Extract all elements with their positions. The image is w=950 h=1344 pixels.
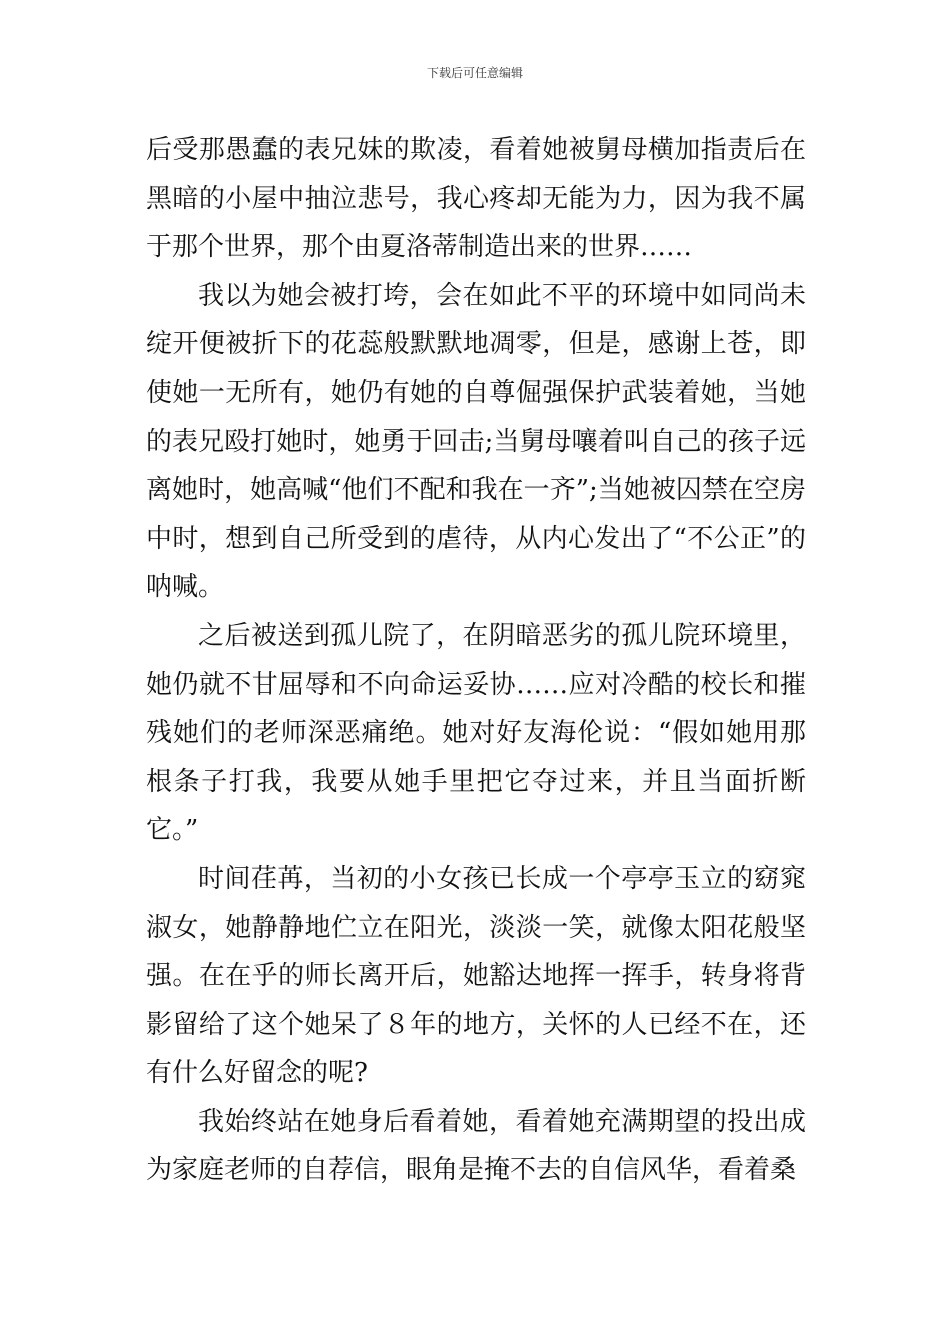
document-body <box>146 126 806 1195</box>
paragraph-4: 时间荏苒，当初的小女孩已长成一个亭亭玉立的窈窕淑女，她静静地伫立在阳光，淡淡一笑，就像太阳花般坚强。在在乎的师长离开后，她豁达地挥一挥手，转身将背影留给了这个她呆了８年的地方，关怀的人已经不在，还有什么好留念的呢? <box>146 863 806 1089</box>
paragraph-1: 后受那愚蠢的表兄妹的欺凌，看着她被舅母横加指责后在黑暗的小屋中抽泣悲号，我心疼却无能为力，因为我不属于那个世界，那个由夏洛蒂制造出来的世界…… <box>146 135 806 263</box>
paragraph-5: 我始终站在她身后看着她，看着她充满期望的投出成为家庭老师的自荐信，眼角是掩不去的自信风华，看着桑 <box>146 1106 806 1186</box>
page-header-note: 下载后可任意编辑 <box>426 66 523 80</box>
paragraph-2: 我以为她会被打垮，会在如此不平的环境中如同尚未绽开便被折下的花蕊般默默地凋零，但是，感谢上苍，即使她一无所有，她仍有她的自尊倔强保护武装着她，当她的表兄殴打她时，她勇于回击;当舅母嚷着叫自己的孩子远离她时，她高喊“他们不配和我在一齐”;当她被囚禁在空房中时，想到自己所受到的虐待，从内心发出了“不公正”的呐喊。 <box>146 280 806 603</box>
paragraph-3: 之后被送到孤儿院了，在阴暗恶劣的孤儿院环境里，她仍就不甘屈辱和不向命运妥协……应对冷酷的校长和摧残她们的老师深恶痛绝。她对好友海伦说：“假如她用那根条子打我，我要从她手里把它夺过来，并且当面折断它。” <box>146 620 806 846</box>
